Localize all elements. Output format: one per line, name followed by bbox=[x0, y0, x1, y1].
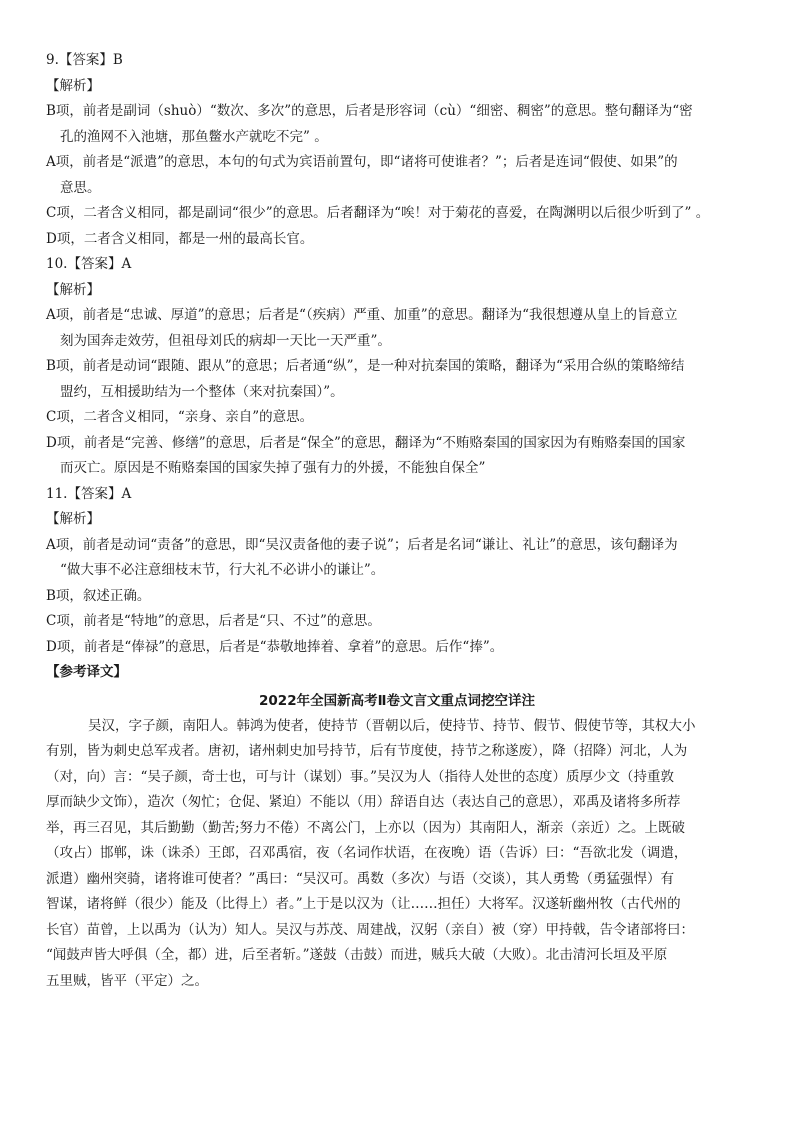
q10-a-line-2: 刻为国奔走效劳，但祖母刘氏的病却一天比一天严重”。 bbox=[60, 332, 391, 349]
q10-analysis-label: 【解析】 bbox=[46, 281, 100, 298]
q10-b-line-2: 盟约，互相援助结为一个整体（来对抗秦国）”。 bbox=[60, 383, 344, 400]
q9-d-line: D项，二者含义相同，都是一州的最高长官。 bbox=[46, 230, 314, 247]
q9-b-line-2: 孔的渔网不入池塘，那鱼鳖水产就吃不完” 。 bbox=[60, 128, 328, 145]
q10-b-line-1: B项，前者是动词“跟随、跟从”的意思；后者通“纵”，是一种对抗秦国的策略，翻译为“采用合纵的策略缔结 bbox=[46, 358, 685, 374]
q9-a-line-2: 意思。 bbox=[60, 179, 101, 196]
q11-answer: 11.【答案】A bbox=[46, 485, 132, 502]
reference-line: （攻占）邯郸，诛（诛杀）王郎，召邓禹宿，夜（名词作状语，在夜晚）语（告诉）曰：“吾欲北发（调遣， bbox=[46, 845, 688, 861]
reference-line: 厚而缺少文饰），造次（匆忙；仓促、紧迫）不能以（用）辞语自达（表达自己的意思），邓禹及诸将多所荐 bbox=[46, 794, 681, 810]
q11-c-line: C项，前者是“特地”的意思，后者是“只、不过”的意思。 bbox=[46, 613, 381, 629]
q10-c-line: C项，二者含义相同，“亲身、亲自”的意思。 bbox=[46, 409, 314, 425]
reference-heading: 【参考译文】 bbox=[46, 664, 127, 680]
q11-a-line-2: “做大事不必注意细枝末节，行大礼不必讲小的谦让”。 bbox=[60, 562, 385, 578]
reference-line: 有别，皆为刺史总军戎者。唐初，诸州刺史加号持节，后有节度使，持节之称遂废），降（招降）河北，人为 bbox=[46, 743, 688, 759]
q11-b-line: B项，叙述正确。 bbox=[46, 587, 151, 604]
reference-line: “闻鼓声皆大呼俱（全，都）进，后至者斩。”遂鼓（击鼓）而进，贼兵大破（大败）。北击清河长垣及平原 bbox=[46, 947, 668, 963]
q9-analysis-label: 【解析】 bbox=[46, 77, 100, 94]
reference-line: 长官）苗曾，上以禹为（认为）知人。吴汉与苏茂、周建战，汉躬（亲自）被（穿）甲持戟，告令诸部将曰： bbox=[46, 921, 694, 938]
q11-a-line-1: A项，前者是动词“责备”的意思，即“吴汉责备他的妻子说”；后者是名词“谦让、礼让”的意思，该句翻译为 bbox=[46, 536, 678, 553]
reference-line: （对，向）言：“吴子颜，奇士也，可与计（谋划）事。”吴汉为人（指待人处世的态度）质厚少文（持重敦 bbox=[46, 768, 675, 785]
q10-a-line-1: A项，前者是“忠诚、厚道”的意思；后者是“（疾病）严重、加重”的意思。翻译为“我很想遵从皇上的旨意立 bbox=[46, 307, 678, 323]
q11-analysis-label: 【解析】 bbox=[46, 511, 100, 527]
reference-line: 派遣）幽州突骑，诸将谁可使者？”禹曰：“吴汉可。禹数（多次）与语（交谈），其人勇鸷（勇猛强悍）有 bbox=[46, 870, 675, 887]
reference-line: 智谋，诸将鲜（很少）能及（比得上）者。”上于是以汉为（让……担任）大将军。汉遂斩幽州牧（古代州的 bbox=[46, 896, 681, 912]
reference-line: 吴汉，字子颜，南阳人。韩鸿为使者，使持节（晋朝以后，使持节、持节、假节、假使节等，其权大小 bbox=[88, 717, 696, 734]
reference-body bbox=[46, 714, 748, 995]
reference-line: 举，再三召见，其后勤勤（勤苦;努力不倦）不离公门，上亦以（因为）其南阳人，渐亲（亲近）之。上既破 bbox=[46, 819, 686, 836]
q11-d-line: D项，前者是“俸禄”的意思，后者是“恭敬地捧着、拿着”的意思。后作“捧”。 bbox=[46, 638, 504, 655]
reference-line: 五里贼，皆平（平定）之。 bbox=[46, 972, 208, 989]
q10-d-line-1: D项，前者是“完善、修缮”的意思，后者是“保全”的意思，翻译为“不贿赂秦国的国家因为有贿赂秦国的国家 bbox=[46, 434, 686, 451]
reference-title: 2022年全国新高考Ⅱ卷文言文重点词挖空详注 bbox=[259, 692, 535, 709]
q9-answer: 9.【答案】B bbox=[46, 52, 123, 68]
q10-answer: 10.【答案】A bbox=[46, 256, 132, 272]
q9-b-line-1: B项，前者是副词（shuò）“数次、多次”的意思，后者是形容词（cù）“细密、稠密”的意思。整句翻译为“密 bbox=[46, 103, 693, 119]
q9-a-line-1: A项，前者是“派遣”的意思，本句的句式为宾语前置句，即“诸将可使谁者？”；后者是连词“假使、如果”的 bbox=[46, 154, 678, 170]
q10-d-line-2: 而灭亡。原因是不贿赂秦国的国家失掉了强有力的外援，不能独自保全” bbox=[60, 460, 486, 476]
q9-c-line: C项，二者含义相同，都是副词“很少”的意思。后者翻译为“唉！对于菊花的喜爱，在陶渊明以后很少听到了” 。 bbox=[46, 205, 710, 221]
